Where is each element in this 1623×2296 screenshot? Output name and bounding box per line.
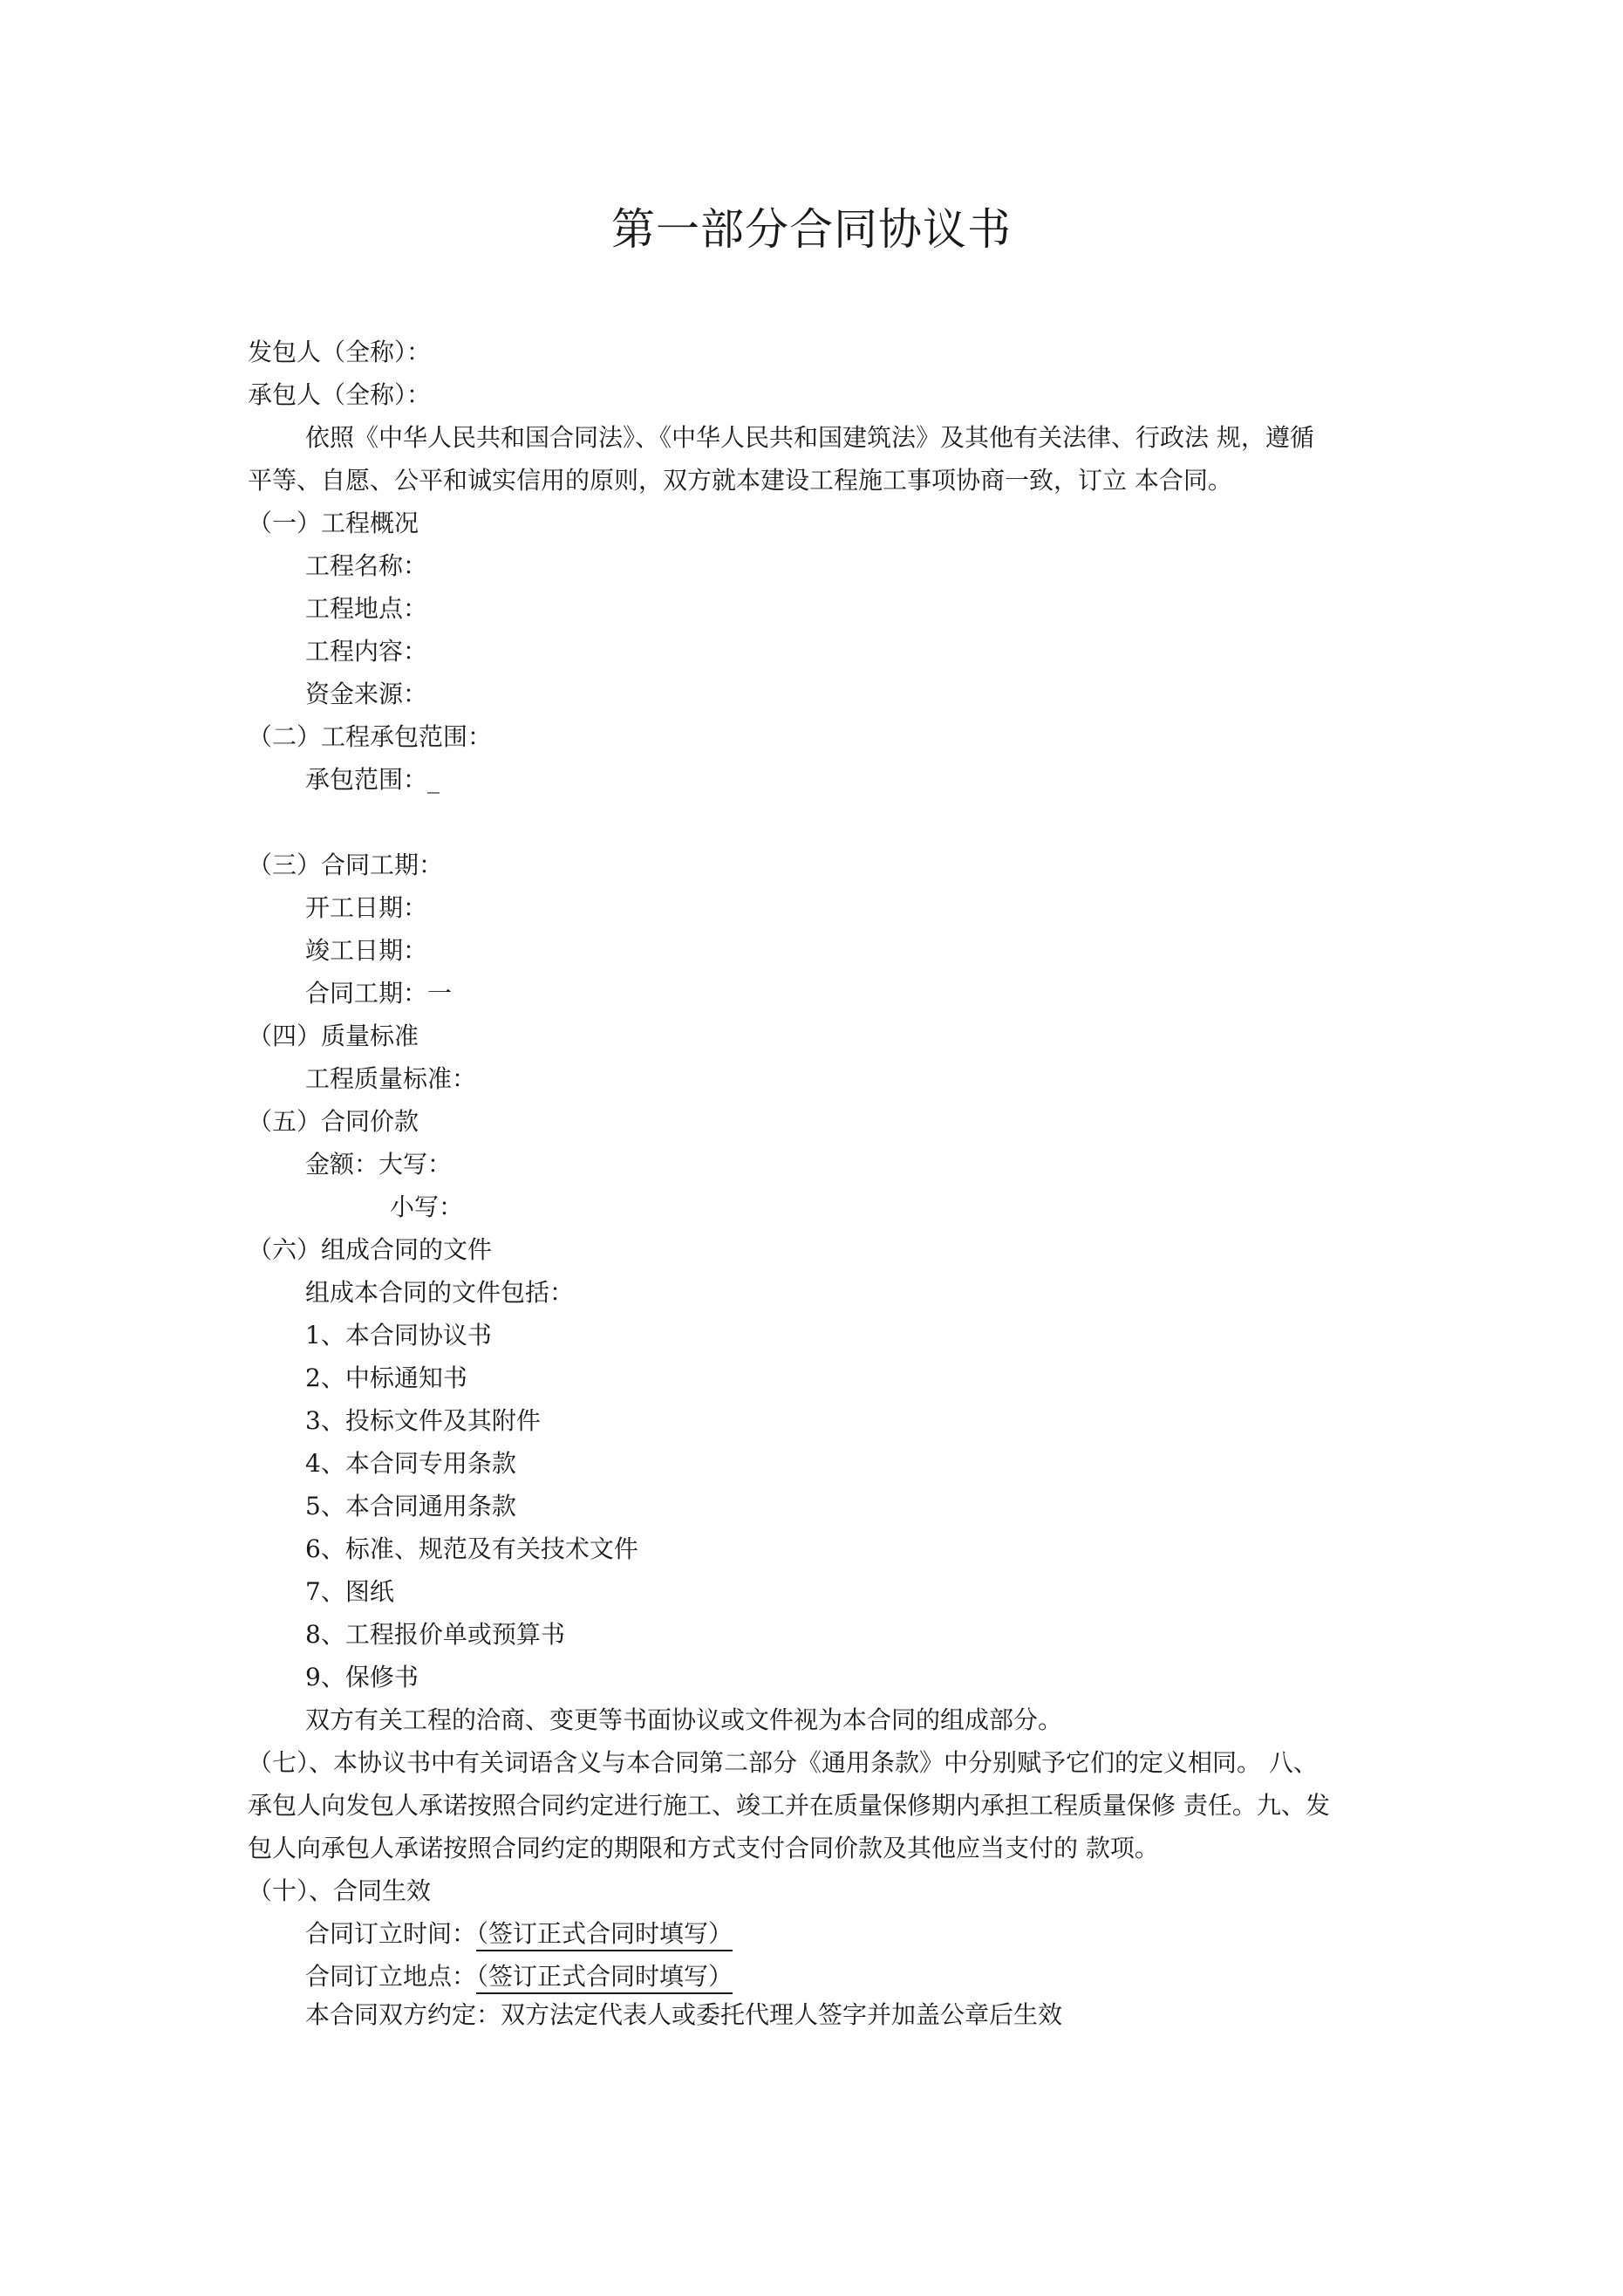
signing-place-row bbox=[305, 1959, 733, 1994]
section-6-heading: （六）组成合同的文件 bbox=[248, 1235, 493, 1264]
signing-time-row bbox=[305, 1917, 733, 1951]
signing-place-label: 合同订立地点： bbox=[305, 1962, 477, 1991]
list-item: 8、工程报价单或预算书 bbox=[305, 1620, 565, 1649]
list-item: 9、保修书 bbox=[305, 1663, 419, 1691]
section-3-heading: （三）合同工期： bbox=[248, 851, 444, 879]
section-5-heading: （五）合同价款 bbox=[248, 1107, 419, 1136]
employer-label: 发包人（全称）： bbox=[248, 338, 432, 366]
intro-line-1: 依照《中华人民共和国合同法》、《中华人民共和国建筑法》及其他有关法律、行政法 规，遵循 bbox=[305, 423, 1314, 452]
project-content-label: 工程内容： bbox=[305, 637, 428, 666]
list-item: 1、本合同协议书 bbox=[305, 1321, 492, 1350]
list-item: 7、图纸 bbox=[305, 1577, 394, 1606]
list-item: 2、中标通知书 bbox=[305, 1363, 467, 1392]
document-title: 第一部分合同协议书 bbox=[611, 204, 1012, 255]
section-4-heading: （四）质量标准 bbox=[248, 1022, 419, 1050]
effectiveness-agreement: 本合同双方约定：双方法定代表人或委托代理人签字并加盖公章后生效 bbox=[305, 2000, 1063, 2029]
section-10-heading: （十）、合同生效 bbox=[248, 1876, 432, 1905]
section-7-9-line-3: 包人向承包人承诺按照合同约定的期限和方式支付合同价款及其他应当支付的 款项。 bbox=[248, 1834, 1159, 1862]
signing-place-value: （签订正式合同时填写） bbox=[476, 1962, 733, 1994]
amount-in-words-label: 金额：大写： bbox=[305, 1150, 453, 1179]
intro-line-2: 平等、自愿、公平和诚实信用的原则，双方就本建设工程施工事项协商一致，订立 本合同。 bbox=[248, 466, 1232, 495]
contract-scope-label: 承包范围：_ bbox=[305, 765, 440, 794]
section-7-9-line-1: （七）、本协议书中有关词语含义与本合同第二部分《通用条款》中分别赋予它们的定义相同。 八、 bbox=[248, 1748, 1318, 1777]
section-1-heading: （一）工程概况 bbox=[248, 509, 419, 537]
signing-time-label: 合同订立时间： bbox=[305, 1919, 477, 1948]
completion-date-label: 竣工日期： bbox=[305, 936, 428, 965]
list-item: 4、本合同专用条款 bbox=[305, 1449, 516, 1478]
section-7-9-line-2: 承包人向发包人承诺按照合同约定进行施工、竣工并在质量保修期内承担工程质量保修 责任。九、发 bbox=[248, 1791, 1330, 1820]
signing-time-value: （签订正式合同时填写） bbox=[476, 1919, 733, 1951]
list-item: 6、标准、规范及有关技术文件 bbox=[305, 1534, 638, 1563]
contract-duration-label: 合同工期：一 bbox=[305, 979, 453, 1008]
project-location-label: 工程地点： bbox=[305, 594, 428, 623]
list-item: 3、投标文件及其附件 bbox=[305, 1406, 541, 1435]
contractor-label: 承包人（全称）： bbox=[248, 380, 432, 409]
project-name-label: 工程名称： bbox=[305, 551, 428, 580]
start-date-label: 开工日期： bbox=[305, 893, 428, 922]
section-2-heading: （二）工程承包范围： bbox=[248, 722, 493, 751]
list-item: 5、本合同通用条款 bbox=[305, 1492, 516, 1520]
amount-in-figures-label: 小写： bbox=[390, 1192, 464, 1221]
contract-documents-intro: 组成本合同的文件包括： bbox=[305, 1278, 575, 1307]
funding-source-label: 资金来源： bbox=[305, 680, 428, 708]
contract-documents-note: 双方有关工程的洽商、变更等书面协议或文件视为本合同的组成部分。 bbox=[305, 1705, 1063, 1734]
quality-standard-label: 工程质量标准： bbox=[305, 1064, 477, 1093]
